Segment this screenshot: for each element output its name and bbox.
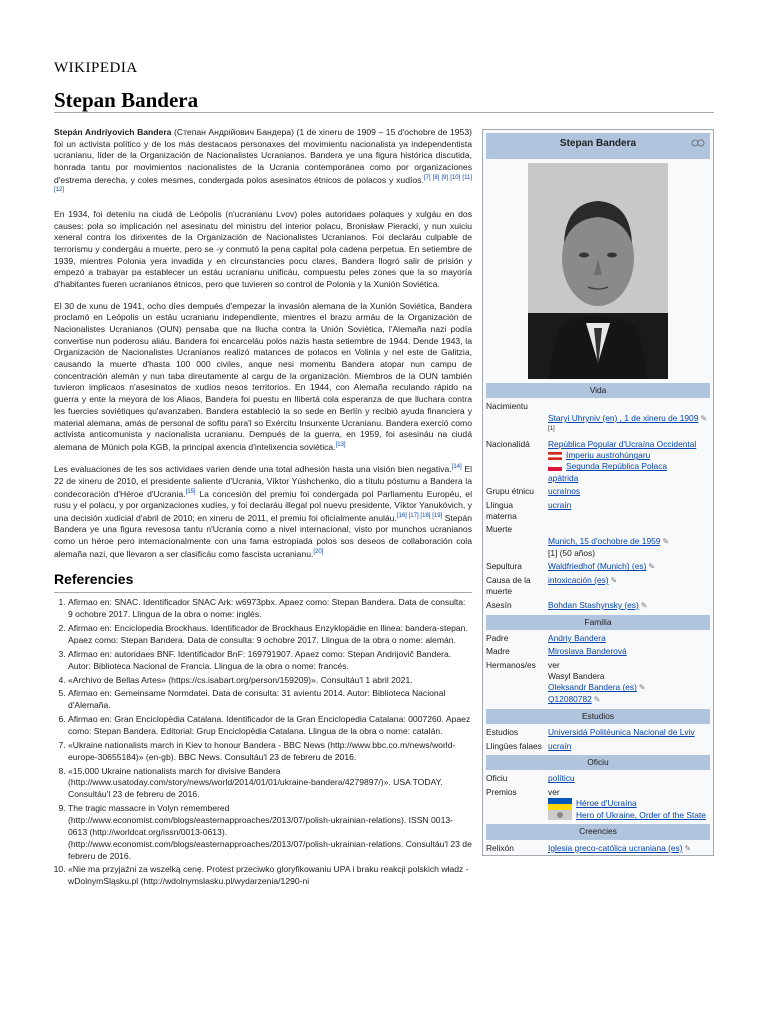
edit-icon[interactable]: ✎ [684,843,692,853]
ukraine-flag-icon [548,798,572,810]
citation-ref[interactable]: [14] [451,464,462,471]
reference-item[interactable]: 6. Afirmao en: Gran Enciclopèdia Catalana. Identificador de la Gran Enciclopedia Catalana: 0007260. Apaez como: Stepan Bandera. Editorial: Grup Enciclopèdia Catalana. Llingua de la obra o nome: catalán. [68,714,472,738]
row-premios: Premios ver Héroe d'Ucraína Hero of Ukraine, Order of the State [486,786,710,823]
row-muerte: Muerte Munich, 15 d'ochobre de 1959 ✎ [1] (50 años) [486,524,670,558]
toggle-ver[interactable]: ver [548,659,560,670]
austria-hungary-flag-icon [548,452,562,460]
edit-icon[interactable]: ✎ [610,576,618,586]
infobox [482,129,714,856]
reference-item[interactable]: 9. The tragic massacre in Volyn remembered (http://www.economist.com/blogs/easternapproaches/2013/07/polish-ukrainian-relations). ISSN 0013-0613 (http://worldcat.org/issn/0013-0613). (http://www.economist.com/blogs/easternapproaches/2013/07/polish-ukrainian-relations. Consultáu'l 23 de febreru de 2016. [68,803,472,862]
poland-flag-icon [548,463,562,471]
nationality-link[interactable]: Segunda República Polaca [566,461,668,472]
reference-item[interactable]: 7. «Ukraine nationalists march in Kiev to honour Bandera - BBC News (http://www.bbc.co.m/news/world-europe-30655184)» (en-gb). BBC News. Consultáu'l 23 de febreru de 2016. [68,740,472,764]
reference-item[interactable]: 2. Afirmao en: Enciclopedia Brockhaus. Identificador de Brockhaus Enzyklopädie en llinea: bandera-stepan. Apaez como: Stepan Bandera. Data de consulta: 9 ochobre 2017. Llingua de la obra o nome: alemán. [68,623,472,647]
row-padre: Padre Andriy Bandera [486,632,606,643]
edit-icon[interactable]: ✎ [640,600,648,610]
reference-item[interactable]: 1. Afirmao en: SNAC. Identificador SNAC Ark: w6973pbx. Apaez como: Stepan Bandera. Data de consulta: 9 ochobre 2017. Llingua de la obra o nome: inglés. [68,597,472,621]
edit-icon[interactable]: ✎ [648,562,656,572]
article-body [54,127,472,890]
row-relixon: Relixón Iglesia greco-católica ucraniana (es) ✎ [486,842,692,853]
row-llingues: Llingües falaes ucraín [486,740,572,751]
row-causa-muerte: Causa de la muerte intoxicación (es) ✎ [486,575,618,597]
row-nacionalida: Nacionalidá República Popular d'Ucraína Occidental Imperiu austrohúngaru Segunda República Polaca apátrida [486,438,710,485]
section-estudios: Estudios [486,709,710,724]
nationality-link[interactable]: apátrida [548,472,579,483]
row-llingua-materna: Llingua materna ucraín [486,499,572,521]
reference-item[interactable]: 10. «Nie ma przyjaźni za wszelką cenę. Protest przeciwko gloryfikowaniu UPA i braku reakcji polskich władz - wDolnymSląsku.pl (http://wdolnymslasku.pl/wydarzenia/1290-ni [68,864,472,888]
citation-ref[interactable]: [15] [185,488,196,495]
infobox-title: Stepan Bandera [486,133,710,159]
title-divider [54,112,714,113]
reference-item[interactable]: 5. Afirmao en: Gemeinsame Normdatei. Data de consulta: 31 avientu 2014. Autor: Biblioteca Nacional d'Alemaña. [68,688,472,712]
citation-refs[interactable]: [13] [335,441,346,448]
reference-item[interactable]: 3. Afirmao en: autoridaes BNF. Identificador BnF: 169791907. Apaez como: Stepan Andrijovič Bandera. Autor: Biblioteca Nacional de Francia. Llingua de la obra o nome: francés. [68,649,472,673]
section-oficiu: Oficiu [486,755,710,770]
row-oficiu: Oficiu políticu [486,773,575,784]
row-grupu-etnicu: Grupu étnicu ucraínos [486,486,581,497]
row-estudios: Estudios Universidá Politéunica Nacional de Lviv [486,727,695,738]
row-sepultura: Sepultura Waldfriedhof (Munich) (es) ✎ [486,561,656,572]
death-link[interactable]: Munich, 15 d'ochobre de 1959 [548,536,661,547]
order-ribbon-icon [548,810,572,820]
intro-paragraph-4: Les evaluaciones de les sos actividaes varien dende una total adhesión hasta una visión bien negativa.[14] El 22 de xineru de 2010, el presidente saliente d'Ucrania, Víktor Yúshchenko, dio a títulu póstumu a Bandera la condecoración d'Héroe d'Ucrania.[15] La concesión del premiu foi condergada pol Parllamentu Européu, el rusu y el polacu, y por organizaciones xudíes, y foi declaráu illegal pol nuevu presidente, Víktor Yanukóvich, y una decisión xudicial d'abril de 2010; en xineru de 2011, el premiu foi oficialmente anuláu.[16] [17] [18] [19] Stepán Bandera ye una figura revesosa tantu n'Ucrania como a nivel internacional, visto por munchos ucranianos como un héroe pero internacionalmente con una fama estropiada polos sos deseos de collaboración cola alemaña nazi, que llevaron a ser clasificáu como fascista ucranianu.[20] [54,464,472,559]
intro-paragraph-1: Stepán Andríyovich Bandera (Степан Андрійович Бандера) (1 de xineru de 1909 – 15 d'ochobre de 1953) foi un activista político y de los más destacaos personaxes del movimientu nacionalista ya independentista ucranianu, líder de la Organización de Nacionalistes Ucranianos. Bandera ye una figura histórica discutida, honrada tantu por movimientos nacionalistes de la Ucrania contemporánea como por organizaciones d'estrema derecha, y coles mesmes, condergada polos asesinatos étnicos de polacos y xudíos.[7] [8] [9] [10] [11] [12] [54,127,472,194]
section-familia: Familia [486,615,710,630]
edit-icon[interactable]: ✎ [593,695,601,705]
intro-paragraph-2: En 1934, foi deteníu na ciudá de Leópolis (n'ucranianu Lvov) poles autoridaes polaques y xulgáu en dos causes: pola so implicación nel asesinatu del ministru del interior polacu, Bronisław Pieracki, y nun xuiciu xeneral contra los dirixentes de la Organización de Nacionalistes Ucranianos. Foi declaráu culpable de terrorismu y condergáu a muerte, pero se -y conmutó la pena capital pola cadena perpetua. En setiembre de 1939, mientres Polonia yera invadida y en circunstancies pocu clares, Bandera llogró salir de prisión y empezó a trabayar pa establecer un estáu ucranianu unificáu, compuestu peles zones que la so mayoría d'habitantes fueren ucranianos étnicos, pero que tuvieren so control de Polonia y la Xunión Soviética. [54,208,472,289]
birth-link[interactable]: Staryi Uhryniv (en) , 1 de xineru de 1909 [548,412,699,423]
citation-ref[interactable]: [20] [313,548,324,555]
references-list [54,597,472,888]
subject-name: Stepán Andríyovich Bandera [54,127,172,137]
citation-refs[interactable]: [7] [8] [9] [10] [11] [12] [54,174,472,194]
page-title: Stepan Bandera [54,88,199,112]
nationality-link[interactable]: Imperiu austrohúngaru [566,450,651,461]
section-creencies: Creencies [486,824,710,839]
section-vida: Vida [486,383,710,398]
row-asesin: Asesín Bohdan Stashynsky (es) ✎ [486,599,648,610]
wikidata-edit-icon[interactable] [690,136,706,150]
nationality-link[interactable]: República Popular d'Ucraína Occidental [548,438,697,449]
row-hermanos: Hermanos/es ver Wasyl Bandera Oleksandr Bandera (es) ✎ Q12080782 ✎ [486,659,710,707]
reference-item[interactable]: 4. «Archivo de Bellas Artes» (https://cs.isabart.org/person/159209)». Consultáu'l 1 abril 2021. [68,675,472,687]
reference-item[interactable]: 8. «15,000 Ukraine nationalists march for divisive Bandera (http://www.usatoday.com/story/news/world/2014/01/01/ukraine-bandera/4279897/)». USA TODAY. Consultáu'l 23 de febreru de 2016. [68,766,472,802]
edit-icon[interactable]: ✎ [638,683,646,693]
edit-icon[interactable]: ✎ [700,413,708,423]
row-madre: Madre Miroslava Banderová [486,646,627,657]
portrait-photo [528,163,668,379]
citation-refs[interactable]: [16] [17] [18] [19] [396,512,443,519]
row-nacimientu: Nacimientu Staryi Uhryniv (en) , 1 de xineru de 1909 ✎ [1] [486,400,708,432]
intro-paragraph-3: El 30 de xunu de 1941, ocho díes dempués d'empezar la invasión alemana de la Xunión Soviética, Bandera proclamó en Leópolis un estáu ucranianu independiente, mientres el brazu armáu de la Organización de Nacionalistes Ucranianos (OUN) pensaba que na llucha contra la Unión Soviética, l'Alemaña nazi podía convertise nun poderosu aliáu. Bandera foi encarceláu polos nazis hasta setiembre de 1944. Dende 1943, la Organización de Nacionalistes Ucranianos realizó matances de polacos en Volinia y nel este de Galitzia, causando la muerte d'hasta 100 000 civiles, anque nesi momentu Bandera atopar nun campu de concentración alemán y nun taba direutamente al cargu de la organización. Miembros de la OUN también tuvieron implicaos n'asesinatos de xudíos nesos territorios. En 1944, con Alemaña reculando rápido na guerra y ente la meyora de los Aliaos, Bandera foi puestu en llibertá cola esperanza de que lluchara contra les fuercies soviétiques qu'avanzaben. Bandera estableció la so sede en Berlín y recibió ayuda financiera y material alemana, amás de personal de sofitu para'l so Exércitu Insurxente Ucranianu. Bandera exerció como activista anticomunista y nacionalista ucranianu. Dempués de la guerra, en 1959, foi asesináu na ciudá alemana de Múnich pola KGB, la principal axencia d'intelixencia soviética.[13] [54,300,472,452]
references-heading: Referencies [54,570,472,593]
edit-icon[interactable]: ✎ [662,537,670,547]
toggle-ver[interactable]: ver [548,786,560,797]
wikipedia-logo[interactable]: WIKIPEDIA [54,60,138,76]
